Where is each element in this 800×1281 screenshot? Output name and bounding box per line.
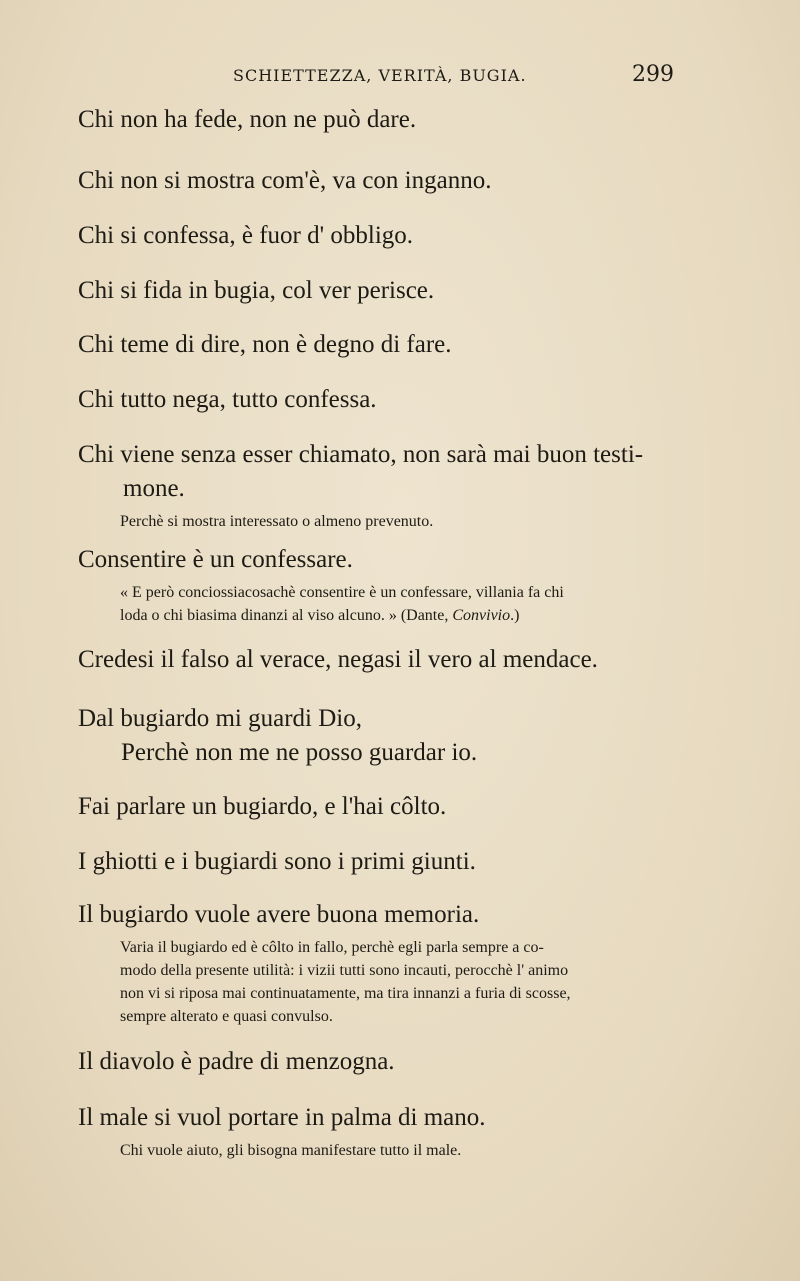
proverb-note: Perchè si mostra interessato o almeno prevenuto. (120, 513, 434, 530)
proverb-entry (78, 383, 718, 417)
note-line: modo della presente utilità: i vizii tutti sono incauti, perocchè l' animo (120, 962, 569, 979)
proverb-text: Il male si vuol portare in palma di mano. (78, 1104, 486, 1131)
proverb-text: I ghiotti e i bugiardi sono i primi giunti. (78, 848, 476, 875)
proverb-note: Chi vuole aiuto, gli bisogna manifestare tutto il male. (120, 1142, 462, 1159)
proverb-entry (78, 845, 718, 879)
proverb-entry (78, 1045, 718, 1079)
proverb-entry (78, 103, 718, 137)
note-line-tail: .) (510, 607, 520, 624)
proverb-text: Chi non ha fede, non ne può dare. (78, 106, 417, 133)
note-line (120, 604, 680, 627)
proverb-note (78, 581, 680, 627)
proverb-text: Chi tutto nega, tutto confessa. (78, 386, 377, 413)
proverb-text: Chi viene senza esser chiamato, non sarà mai buon testi- (78, 441, 644, 468)
proverb-note (78, 936, 680, 1028)
proverb-text: Il bugiardo vuole avere buona memoria. (78, 901, 480, 928)
note-line: sempre alterato e quasi convulso. (120, 1008, 333, 1025)
proverb-entry (78, 898, 718, 1028)
proverb-entry (78, 643, 718, 677)
proverb-continuation: mone. (123, 475, 185, 502)
proverb-entry (78, 328, 718, 362)
note-line-text: loda o chi biasima dinanzi al viso alcuno. » (Dante, (120, 607, 453, 624)
proverb-entry (78, 790, 718, 824)
proverb-text: Chi si fida in bugia, col ver perisce. (78, 277, 435, 304)
proverb-entry (78, 1101, 718, 1162)
proverb-text: Consentire è un confessare. (78, 546, 353, 573)
proverb-text: Credesi il falso al verace, negasi il vero al mendace. (78, 646, 598, 673)
proverb-text: Dal bugiardo mi guardi Dio, (78, 705, 362, 732)
note-line: non vi si riposa mai continuatamente, ma tira innanzi a furia di scosse, (120, 985, 571, 1002)
proverb-entry (78, 438, 718, 533)
proverb-entry (78, 219, 718, 253)
proverb-entry (78, 164, 718, 198)
proverb-entry (78, 702, 718, 770)
proverb-entry (78, 543, 718, 627)
running-head: SCHIETTEZZA, VERITÀ, BUGIA. (233, 66, 527, 85)
proverb-verse-line: Perchè non me ne posso guardar io. (121, 739, 478, 766)
proverb-text: Chi non si mostra com'è, va con inganno. (78, 167, 492, 194)
note-line: « E però conciossiacosachè consentire è un confessare, villania fa chi (120, 584, 564, 601)
page-header (0, 62, 800, 92)
proverb-entry (78, 274, 718, 308)
proverb-text: Chi teme di dire, non è degno di fare. (78, 331, 452, 358)
note-line: Varia il bugiardo ed è côlto in fallo, perchè egli parla sempre a co- (120, 939, 544, 956)
page-number: 299 (632, 62, 674, 87)
work-title: Convivio (452, 607, 511, 624)
proverb-text: Il diavolo è padre di menzogna. (78, 1048, 395, 1075)
proverb-text: Chi si confessa, è fuor d' obbligo. (78, 222, 414, 249)
proverb-text: Fai parlare un bugiardo, e l'hai côlto. (78, 793, 447, 820)
